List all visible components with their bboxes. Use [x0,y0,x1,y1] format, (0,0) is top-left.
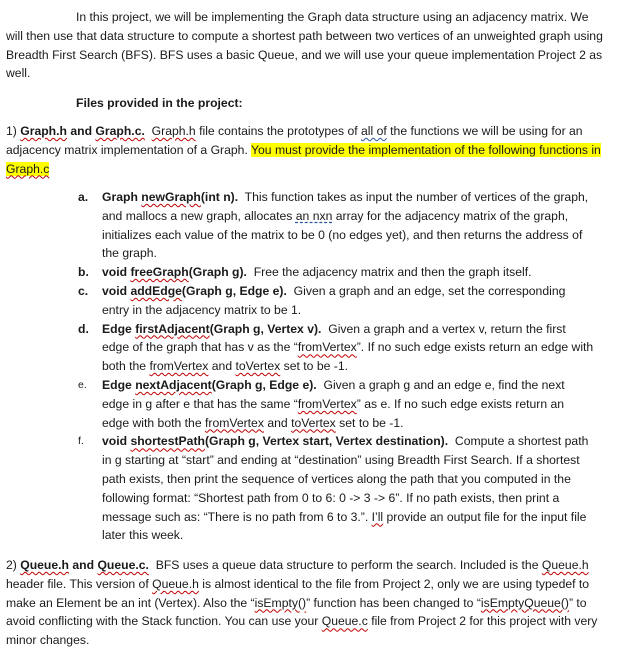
function-item-nextadjacent: e. Edge nextAdjacent(Graph g, Edge e). Given a graph g and an edge e, find the next edge in g after e that has the same “fromVertex” as e. If no such edge exists return an edge with both the fromVertex and toVertex set to be -1. [78,377,565,430]
files-heading: Files provided in the project: [76,96,243,110]
graph-h-filename: Graph.h [20,124,67,138]
item-label: c. [78,283,89,298]
function-list [78,188,594,545]
function-item-firstadjacent: d. Edge firstAdjacent(Graph g, Vertex v). Given a graph and a vertex v, return the first edge of the graph that has v as the “fromVertex”. If no such edge exists return an edge with both the fromVertex and toVertex set to be -1. [78,321,594,374]
highlighted-graph-c: Graph.c [6,161,50,176]
function-item-freegraph: b. void freeGraph(Graph g). Free the adjacency matrix and then the graph itself. [78,263,594,282]
function-item-shortestpath: f. void shortestPath(Graph g, Vertex start, Vertex destination). Compute a shortest path in g starting at “start” and ending at “destination” using Breadth First Search. If a shortest path exists, then print the sequence of vertices along the path that you computed in the following format: “Shortest path from 0 to 6: 0 -> 3 -> 6”. If no path exists, then print a message such as: “There is no path from 6 to 3.”. I’ll provide an output file for the input file later this week. [78,434,589,543]
intro-paragraph [6,8,608,83]
item-label: d. [78,321,89,336]
function-item-newgraph: a. Graph newGraph(int n). This function takes as input the number of vertices of the graph, and mallocs a new graph, allocates an nxn array for the adjacency matrix of the graph, initializes each value of the matrix to be 0 (no edges yet), and then returns the address of the graph. [78,190,589,261]
section1-paragraph: 1) Graph.h and Graph.c. Graph.h file contains the prototypes of all of the functions we will be using for an adjacency matrix implementation of a Graph. You must provide the implementation of the following functions in Graph.c [6,124,601,176]
highlighted-requirement: You must provide the implementation of the following functions in [251,142,601,157]
item-label: e. [78,378,87,391]
intro-text: In this project, we will be implementing the Graph data structure using an adjacency matrix. We will then use that data structure to compute a shortest path between two vertices of an unweighted graph using Breadth First Search (BFS). BFS uses a basic Queue, and we will use your queue implementation Project 2 as well. [6,10,603,81]
queue-c-filename: Queue.c. [97,558,149,572]
queue-h-filename: Queue.h [20,558,69,572]
section2-paragraph: 2) Queue.h and Queue.c. BFS uses a queue data structure to perform the search. Included is the Queue.h header file. This version of Queue.h is almost identical to the file from Project 2, only we are using typedef to make an Element be an int (Vertex). Also the “isEmpty()” function has been changed to “isEmptyQueue()” to avoid conflicting with the Stack function. You can use your Queue.c file from Project 2 for this project with very minor changes. [6,558,598,648]
function-item-addedge: c. void addEdge(Graph g, Edge e). Given a graph and an edge, set the corresponding entry in the adjacency matrix to be 1. [78,283,566,317]
item-label: b. [78,265,89,280]
graph-c-filename: Graph.c. [95,124,145,138]
item-label: f. [78,435,84,448]
item-label: a. [78,190,89,204]
